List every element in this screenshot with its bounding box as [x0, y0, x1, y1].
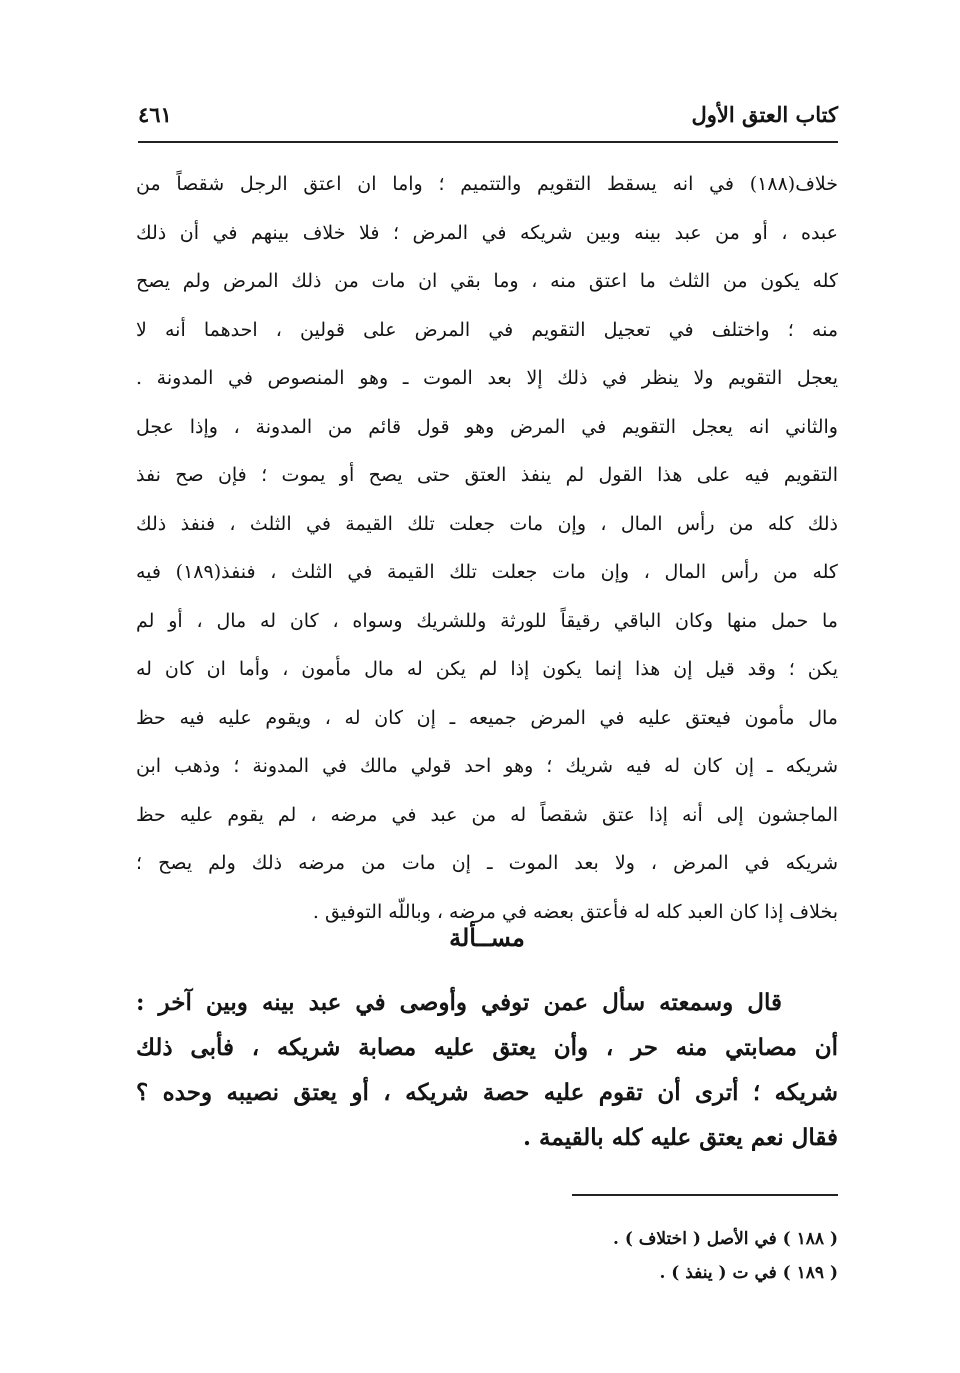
question-line: أن مصابتي منه حر ، وأن يعتق عليه مصابة شريكه ، فأبى ذلك — [136, 1034, 838, 1061]
text-line: بخلاف إذا كان العبد كله له فأعتق بعضه في مرضه ، وباللّه التوفيق . — [312, 900, 838, 923]
question-paragraph — [136, 980, 838, 1160]
running-title: كتاب العتق الأول — [691, 101, 838, 127]
text-line: الماجشون إلى أنه إذا عتق شقصاً له من عبد في مرضه ، لم يقوم عليه حظ — [136, 803, 838, 826]
text-line: خلاف(١٨٨) في انه يسقط التقويم والتتميم ؛ واما ان اعتق الرجل شقصاً من — [136, 173, 838, 195]
footnotes — [436, 1222, 838, 1290]
text-line: ما حمل منها وكان الباقي رقيقاً للورثة وللشريك وسواه ، كان له مال ، أو لم — [136, 609, 838, 632]
text-line: التقويم فيه على هذا القول لم ينفذ العتق حتى يصح أو يموت ؛ فإن صح نفذ — [136, 464, 838, 486]
text-line: كله من رأس المال ، وإن مات جعلت تلك القيمة في الثلث ، فنفذ(١٨٩) فيه — [136, 561, 838, 583]
text-line: ذلك كله من رأس المال ، وإن مات جعلت تلك القيمة في الثلث ، فنفذ ذلك — [136, 512, 838, 535]
section-heading: مســألة — [449, 923, 525, 952]
text-line: يكن ؛ وقد قيل إن هذا إنما يكون إذا لم يكن له مال مأمون ، وأما ان كان له — [136, 658, 838, 680]
text-line: شريكه في المرض ، ولا بعد الموت ـ إن مات من مرضه ذلك ولم يصح ؛ — [136, 852, 838, 874]
header-rule — [138, 141, 838, 143]
text-line: مال مأمون فيعتق عليه في المرض جميعه ـ إن كان له ، ويقوم عليه فيه حظ — [136, 706, 838, 729]
page-header — [138, 92, 838, 136]
text-line: عبده ، أو من عبد بينه وبين شريكه في المرض ؛ فلا خلاف بينهم في أن ذلك — [136, 221, 838, 244]
text-line: يعجل التقويم ولا ينظر في ذلك إلا بعد الموت ـ وهو المنصوص في المدونة . — [136, 367, 838, 389]
page-number: ٤٦١ — [138, 101, 172, 127]
footnote: ( ١٨٨ ) في الأصل ( اختلاف ) . — [612, 1229, 838, 1249]
main-text — [136, 160, 838, 936]
question-line: شريكه ؛ أترى أن تقوم عليه حصة شريكه ، أو يعتق نصيبه وحده ؟ — [136, 1079, 838, 1106]
text-line: كله يكون من الثلث ما اعتق منه ، وما بقي ان مات من ذلك المرض ولم يصح — [136, 270, 838, 292]
text-line: والثاني انه يعجل التقويم في المرض وهو قول قائم من المدونة ، وإذا عجل — [136, 415, 838, 438]
text-line: شريكه ـ إن كان له فيه شريك ؛ وهو احد قولي مالك في المدونة ؛ وذهب ابن — [136, 755, 838, 777]
text-line: منه ؛ واختلف في تعجيل التقويم في المرض على قولين ، احدهما أنه لا — [136, 318, 838, 341]
question-line: فقال نعم يعتق عليه كله بالقيمة . — [523, 1124, 838, 1151]
question-line: قال وسمعته سأل عمن توفي وأوصى في عبد بينه وبين آخر : — [136, 989, 782, 1016]
footnote: ( ١٨٩ ) في ت ( ينفذ ) . — [659, 1263, 838, 1283]
footnote-separator — [572, 1194, 838, 1196]
